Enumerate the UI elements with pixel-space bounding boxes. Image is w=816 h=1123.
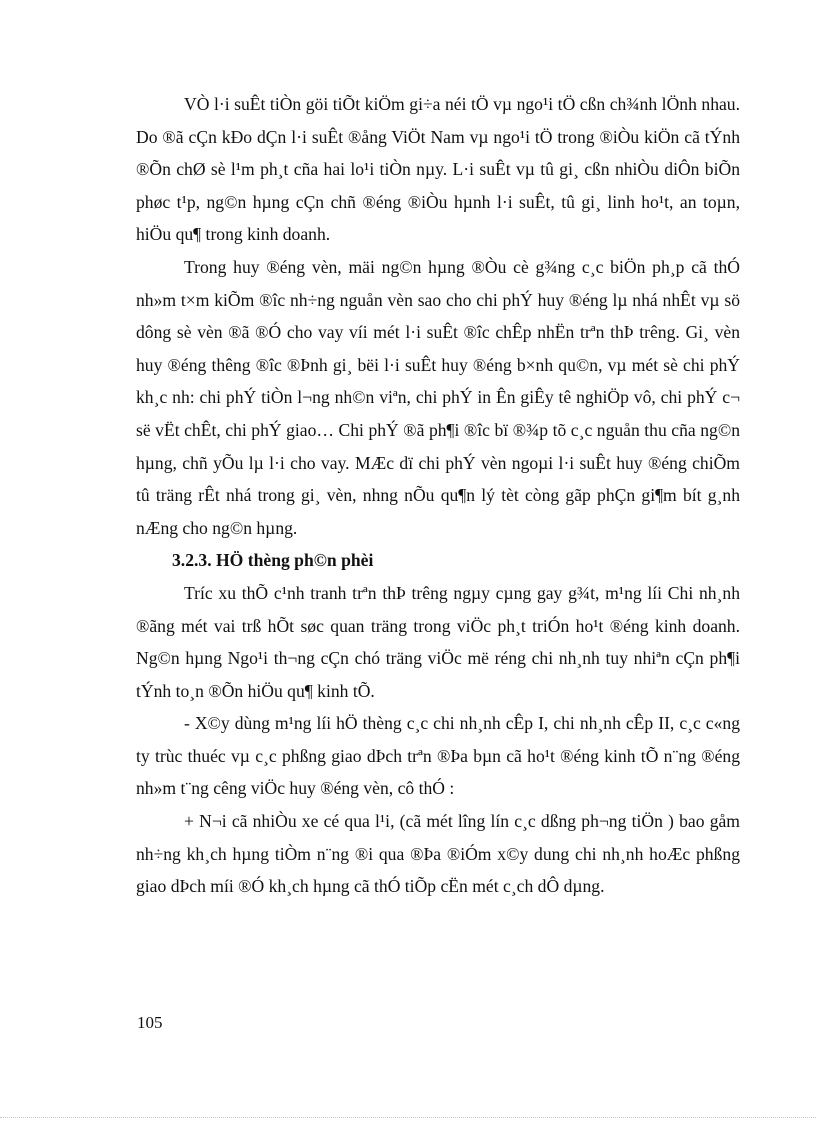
paragraph-traffic-locations: + N¬i cã nhiÒu xe cé qua l¹i, (cã mét lîng lín c¸c dßng ph¬ng tiÖn ) bao gåm nh÷ng kh¸ch hµng tiÒm n¨ng ®i qua ®Þa ®iÓm x©y dung chi nh¸nh hoÆc phßng giao dÞch míi ®Ó kh¸ch hµng cã thÓ tiÕp cËn mét c¸ch dÔ dµng. (136, 811, 740, 897)
paragraph-distribution-network: Tríc xu thÕ c¹nh tranh trªn thÞ trêng ngµy cµng gay g¾t, m¹ng líi Chi nh¸nh ®ãng mét vai trß hÕt søc quan träng trong viÖc ph¸t triÓn ho¹t ®éng kinh doanh. Ng©n hµng Ngo¹i th¬ng cÇn chó träng viÖc më réng chi nh¸nh tuy nhiªn cÇn ph¶i tÝnh to¸n ®Õn hiÖu qu¶ kinh tÕ. (136, 582, 740, 701)
paragraph-interest-rates: VÒ l·i suÊt tiÒn göi tiÕt kiÖm gi÷a néi tÖ vµ ngo¹i tÖ cßn ch¾nh lÖnh nhau. Do ®ã cÇn kÐo dÇn l·i suÊt ®ång ViÖt Nam vµ ngo¹i tÖ trong ®iÒu kiÖn cã tÝnh ®Õn chØ sè l¹m ph¸t cña hai lo¹i tiÒn nµy. L·i suÊt vµ tû gi¸ cßn nhiÒu diÔn biÕn phøc t¹p, ng©n hµng cÇn chñ ®éng ®iÒu hµnh l·i suÊt, tû gi¸ linh ho¹t, an toµn, hiÖu qu¶ trong kinh doanh. (136, 94, 740, 245)
page-number: 105 (137, 1013, 163, 1032)
section-heading: 3.2.3. HÖ thèng ph©n phèi (172, 550, 374, 571)
paragraph-branch-system: - X©y dùng m¹ng líi hÖ thèng c¸c chi nh¸nh cÊp I, chi nh¸nh cÊp II, c¸c c«ng ty trùc thuéc vµ c¸c phßng giao dÞch trªn ®Þa bµn cã ho¹t ®éng kinh tÕ n¨ng ®éng nh»m t¨ng cêng viÖc huy ®éng vèn, cô thÓ : (136, 713, 740, 799)
paragraph-capital-mobilization: Trong huy ®éng vèn, mäi ng©n hµng ®Òu cè g¾ng c¸c biÖn ph¸p cã thÓ nh»m t×m kiÕm ®îc nh÷ng nguån vèn sao cho chi phÝ huy ®éng lµ nhá nhÊt vµ sö dông sè vèn ®ã ®Ó cho vay víi mét l·i suÊt ®îc chÊp nhËn trªn thÞ trêng. Gi¸ vèn huy ®éng thêng ®îc ®Þnh gi¸ bëi l·i suÊt huy ®éng b×nh qu©n, vµ mét sè chi phÝ kh¸c nh: chi phÝ tiÒn l¬ng nh©n viªn, chi phÝ in Ên giÊy tê nghiÖp vô, chi phÝ c¬ së vËt chÊt, chi phÝ giao… Chi phÝ ®ã ph¶i ®îc bï ®¾p tõ c¸c nguån thu cña ng©n hµng, chñ yÕu lµ l·i cho vay. MÆc dï chi phÝ vèn ngoµi l·i suÊt huy ®éng chiÕm tû träng rÊt nhá trong gi¸ vèn, nhng nÕu qu¶n lý tèt còng gãp phÇn gi¶m bít g¸nh nÆng cho ng©n hµng. (136, 256, 740, 538)
footer-divider (0, 1117, 816, 1118)
body-text (136, 88, 740, 903)
